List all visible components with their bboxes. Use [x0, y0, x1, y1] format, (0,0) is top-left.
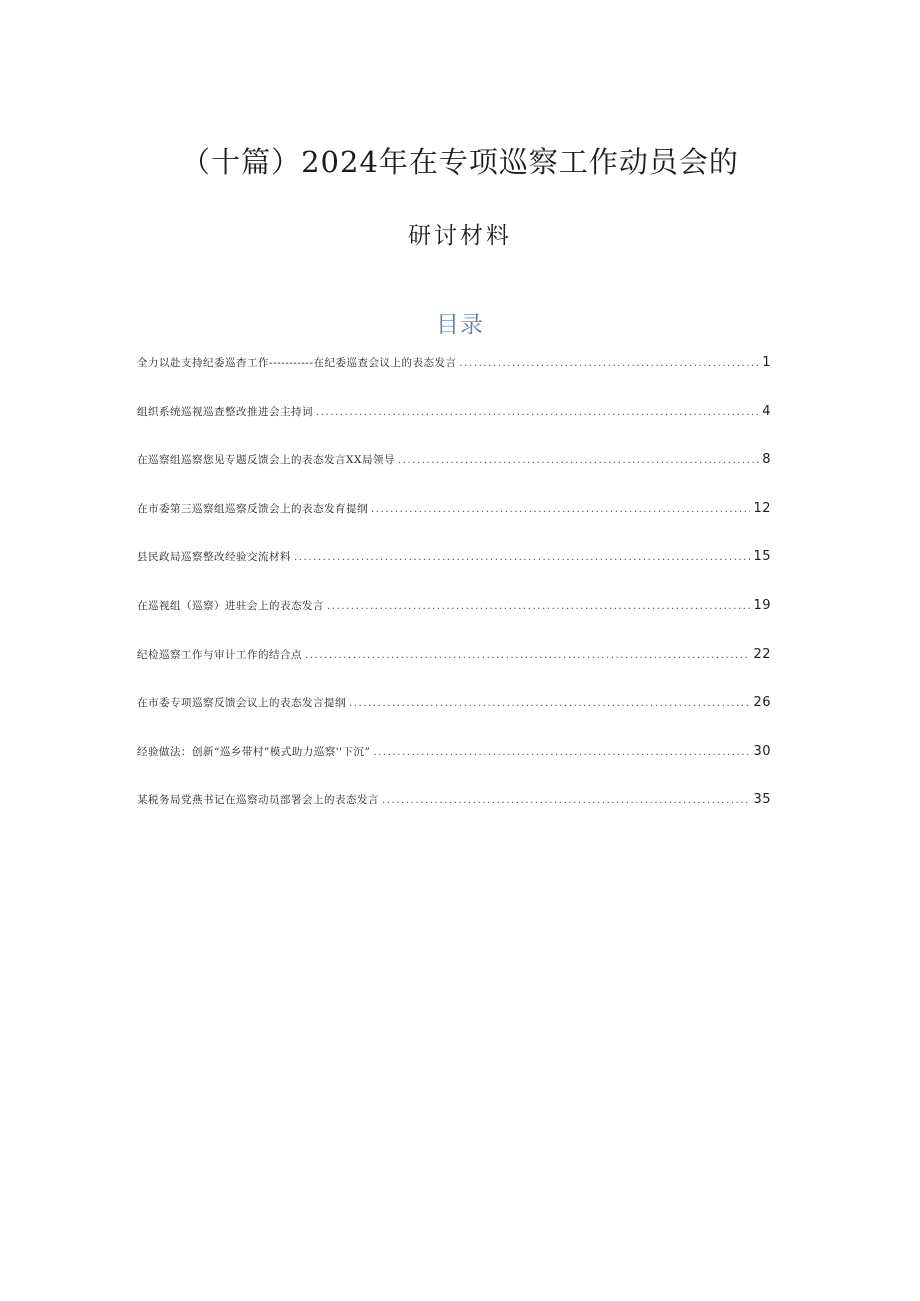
toc-entry-2[interactable] [137, 398, 771, 447]
toc-page-number: 35 [753, 792, 771, 808]
toc-entry-5[interactable] [137, 543, 771, 592]
toc-entry-title: 在巡察组巡察您见专题反馈会上的表态发言XX局领导 [137, 454, 395, 467]
toc-dot-leader [305, 642, 750, 670]
toc-page-number: 19 [753, 597, 771, 613]
toc-dot-leader [327, 593, 750, 621]
table-of-contents [137, 349, 771, 835]
toc-entry-title: 在市委专项巡察反馈会议上的表态发言提纲 [137, 697, 346, 710]
toc-heading: 目录 [436, 312, 484, 338]
toc-entry-title: 在巡视组（巡察）进驻会上的表态发言 [137, 599, 324, 612]
toc-dot-leader [294, 544, 750, 572]
toc-page-number: 22 [753, 646, 771, 662]
toc-entry-7[interactable] [137, 641, 771, 690]
toc-page-number: 30 [753, 743, 771, 759]
toc-entry-6[interactable] [137, 592, 771, 641]
toc-entry-title: 全力以赴支持纪委巡杳工作-----------在纪委巡查会议上的表态发言 [137, 357, 457, 369]
toc-entry-title: 某税务局党燕书记在巡察动员部署会上的表态发言 [137, 794, 379, 807]
toc-dot-leader [373, 739, 750, 767]
toc-dot-leader [382, 787, 750, 815]
toc-entry-title: 纪检巡察工作与审计工作的结合点 [137, 648, 302, 661]
toc-dot-leader [371, 496, 750, 524]
toc-entry-9[interactable] [137, 738, 771, 787]
toc-page-number: 12 [753, 500, 771, 516]
toc-dot-leader [460, 350, 760, 378]
toc-entry-4[interactable] [137, 495, 771, 544]
toc-entry-title: 经验做法：创新“巡乡带村”模式助力巡察''下沉” [137, 745, 371, 758]
toc-entry-title: 组织系统巡视巡查整改推进会主持词 [137, 405, 313, 418]
toc-page-number: 8 [762, 452, 771, 468]
toc-dot-leader [316, 399, 759, 427]
document-title-line-2: 研讨材料 [408, 223, 512, 249]
toc-entry-8[interactable] [137, 689, 771, 738]
toc-dot-leader [398, 447, 759, 475]
toc-entry-3[interactable] [137, 446, 771, 495]
toc-page-number: 26 [753, 695, 771, 711]
toc-entry-1[interactable] [137, 349, 771, 398]
document-title-line-1: （十篇）2024年在专项巡察工作动员会的 [181, 145, 739, 179]
toc-page-number: 1 [762, 355, 771, 370]
toc-entry-title: 在市委第三巡察组巡察反馈会上的表态发育提纲 [137, 502, 368, 515]
toc-entry-10[interactable] [137, 786, 771, 835]
toc-dot-leader [349, 690, 750, 718]
toc-page-number: 15 [753, 549, 771, 565]
toc-page-number: 4 [762, 403, 771, 419]
toc-entry-title: 县民政局巡察整改经验交流材料 [137, 551, 291, 564]
